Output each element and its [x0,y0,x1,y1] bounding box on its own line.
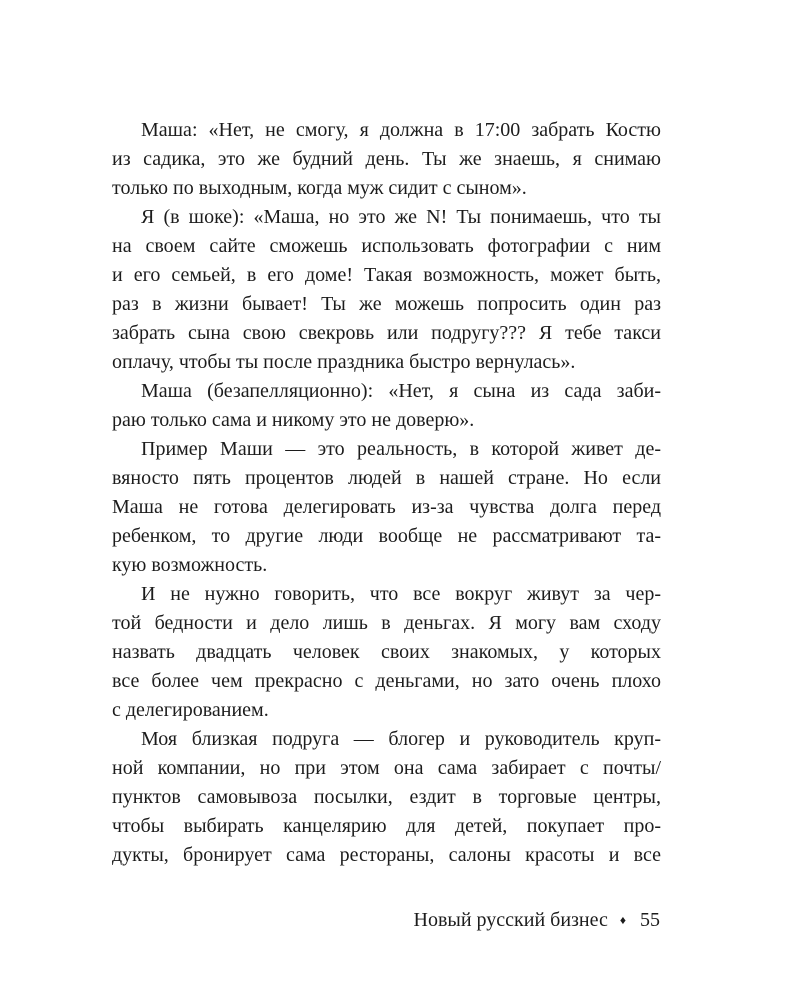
paragraph [112,116,661,203]
text-line: И не нужно говорить, что все вокруг живут за чер- [141,583,661,605]
text-line: только по выходным, когда муж сидит с сыном». [112,177,527,199]
text-line: Пример Маши — это реальность, в которой живет де- [141,438,661,460]
page-number: 55 [640,909,660,931]
text-line: с делегированием. [112,699,269,721]
text-line: дукты, бронирует сама рестораны, салоны красоты и все [112,844,661,866]
text-line: раю только сама и никому это не доверю». [112,409,475,431]
paragraph [112,580,661,725]
text-line: пунктов самовывоза посылки, ездит в торговые центры, [112,786,661,808]
text-line: из садика, это же будний день. Ты же знаешь, я снимаю [112,148,661,170]
paragraph [112,435,661,580]
text-line: Маша: «Нет, не смогу, я должна в 17:00 забрать Костю [141,119,661,141]
text-line: раз в жизни бывает! Ты же можешь попросить один раз [112,293,661,315]
text-line: оплачу, чтобы ты после праздника быстро вернулась». [112,351,576,373]
page-footer [414,906,661,935]
text-line: забрать сына свою свекровь или подругу??? Я тебе такси [112,322,661,344]
text-line: ребенком, то другие люди вообще не рассматривают та- [112,525,661,547]
text-line: кую возможность. [112,554,268,576]
paragraph [112,377,661,435]
running-title: Новый русский бизнес [413,909,608,931]
text-line: все более чем прекрасно с деньгами, но зато очень плохо [112,670,661,692]
text-line: чтобы выбирать канцелярию для детей, покупает про- [112,815,661,837]
text-line: ной компании, но при этом она сама забирает с почты/ [112,757,661,779]
paragraph [112,203,661,377]
text-line: Я (в шоке): «Маша, но это же N! Ты понимаешь, что ты [141,206,661,228]
diamond-separator-icon: ♦ [619,913,626,927]
text-line: Маша (безапелляционно): «Нет, я сына из сада заби- [141,380,661,402]
text-line: и его семьей, в его доме! Такая возможность, может быть, [112,264,661,286]
text-line: той бедности и дело лишь в деньгах. Я могу вам сходу [112,612,661,634]
page-body [112,116,661,870]
text-line: на своем сайте сможешь использовать фотографии с ним [112,235,661,257]
text-line: назвать двадцать человек своих знакомых, у которых [112,641,661,663]
text-line: Моя близкая подруга — блогер и руководитель круп- [141,728,661,750]
text-line: Маша не готова делегировать из-за чувства долга перед [112,496,661,518]
paragraph [112,725,661,870]
text-line: вяносто пять процентов людей в нашей стране. Но если [112,467,661,489]
